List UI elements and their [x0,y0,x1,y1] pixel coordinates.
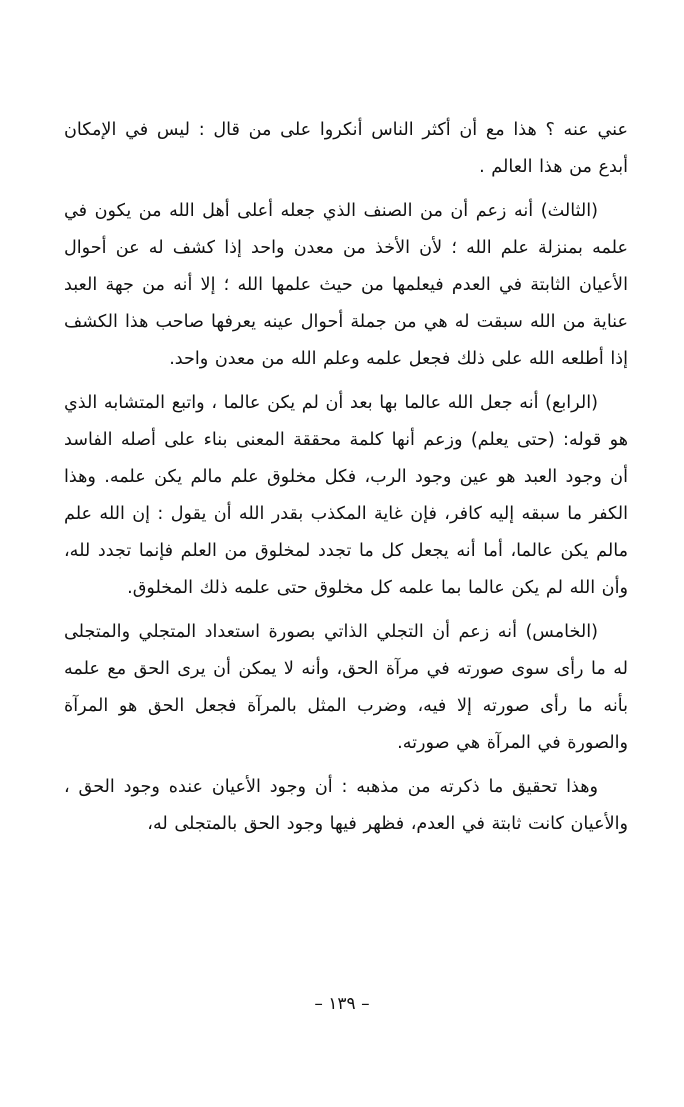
paragraph-fifth: (الخامس) أنه زعم أن التجلي الذاتي بصورة استعداد المتجلي والمتجلى له ما رأى سوى صورته في مرآة الحق، وأنه لا يمكن أن يرى الحق مع علمه بأنه ما رأى صورته إلا فيه، وضرب المثل بالمرآة فجعل الحق هو المرآة والصورة في المرآة هي صورته. [64,622,628,753]
paragraph-fourth: (الرابع) أنه جعل الله عالما بها بعد أن لم يكن عالما ، واتبع المتشابه الذي هو قوله: (حتى يعلم) وزعم أنها كلمة محققة المعنى بناء على أصله الفاسد أن وجود العبد هو عين وجود الرب، فكل مخلوق علم مالم يكن علمه. وهذا الكفر ما سبقه إليه كافر، فإن غاية المكذب بقدر الله أن يقول : إن الله علم مالم يكن عالما، أما أنه يجعل كل ما تجدد لمخلوق من العلم فإنما تجدد لله، وأن الله لم يكن عالما بما علمه كل مخلوق حتى علمه ذلك المخلوق. [64,393,628,598]
body-text [64,112,628,850]
paragraph-explanation: وهذا تحقيق ما ذكرته من مذهبه : أن وجود الأعيان عنده وجود الحق ، والأعيان كانت ثابتة في العدم، فظهر فيها وجود الحق بالمتجلى له، [64,777,628,834]
page-number: – ١٣٩ – [314,994,370,1014]
paragraph-continuation: عني عنه ؟ هذا مع أن أكثر الناس أنكروا على من قال : ليس في الإمكان أبدع من هذا العالم . [64,120,628,177]
paragraph-third: (الثالث) أنه زعم أن من الصنف الذي جعله أعلى أهل الله من يكون في علمه بمنزلة علم الله ؛ لأن الأخذ من معدن واحد إذا كشف له عن أحوال الأعيان الثابتة في العدم فيعلمها من حيث علمها الله ؛ إلا أنه من جهة العبد عناية من الله سبقت له هي من جملة أحوال عينه يعرفها صاحب هذا الكشف إذا أطلعه الله على ذلك فجعل علمه وعلم الله من معدن واحد. [64,201,628,369]
